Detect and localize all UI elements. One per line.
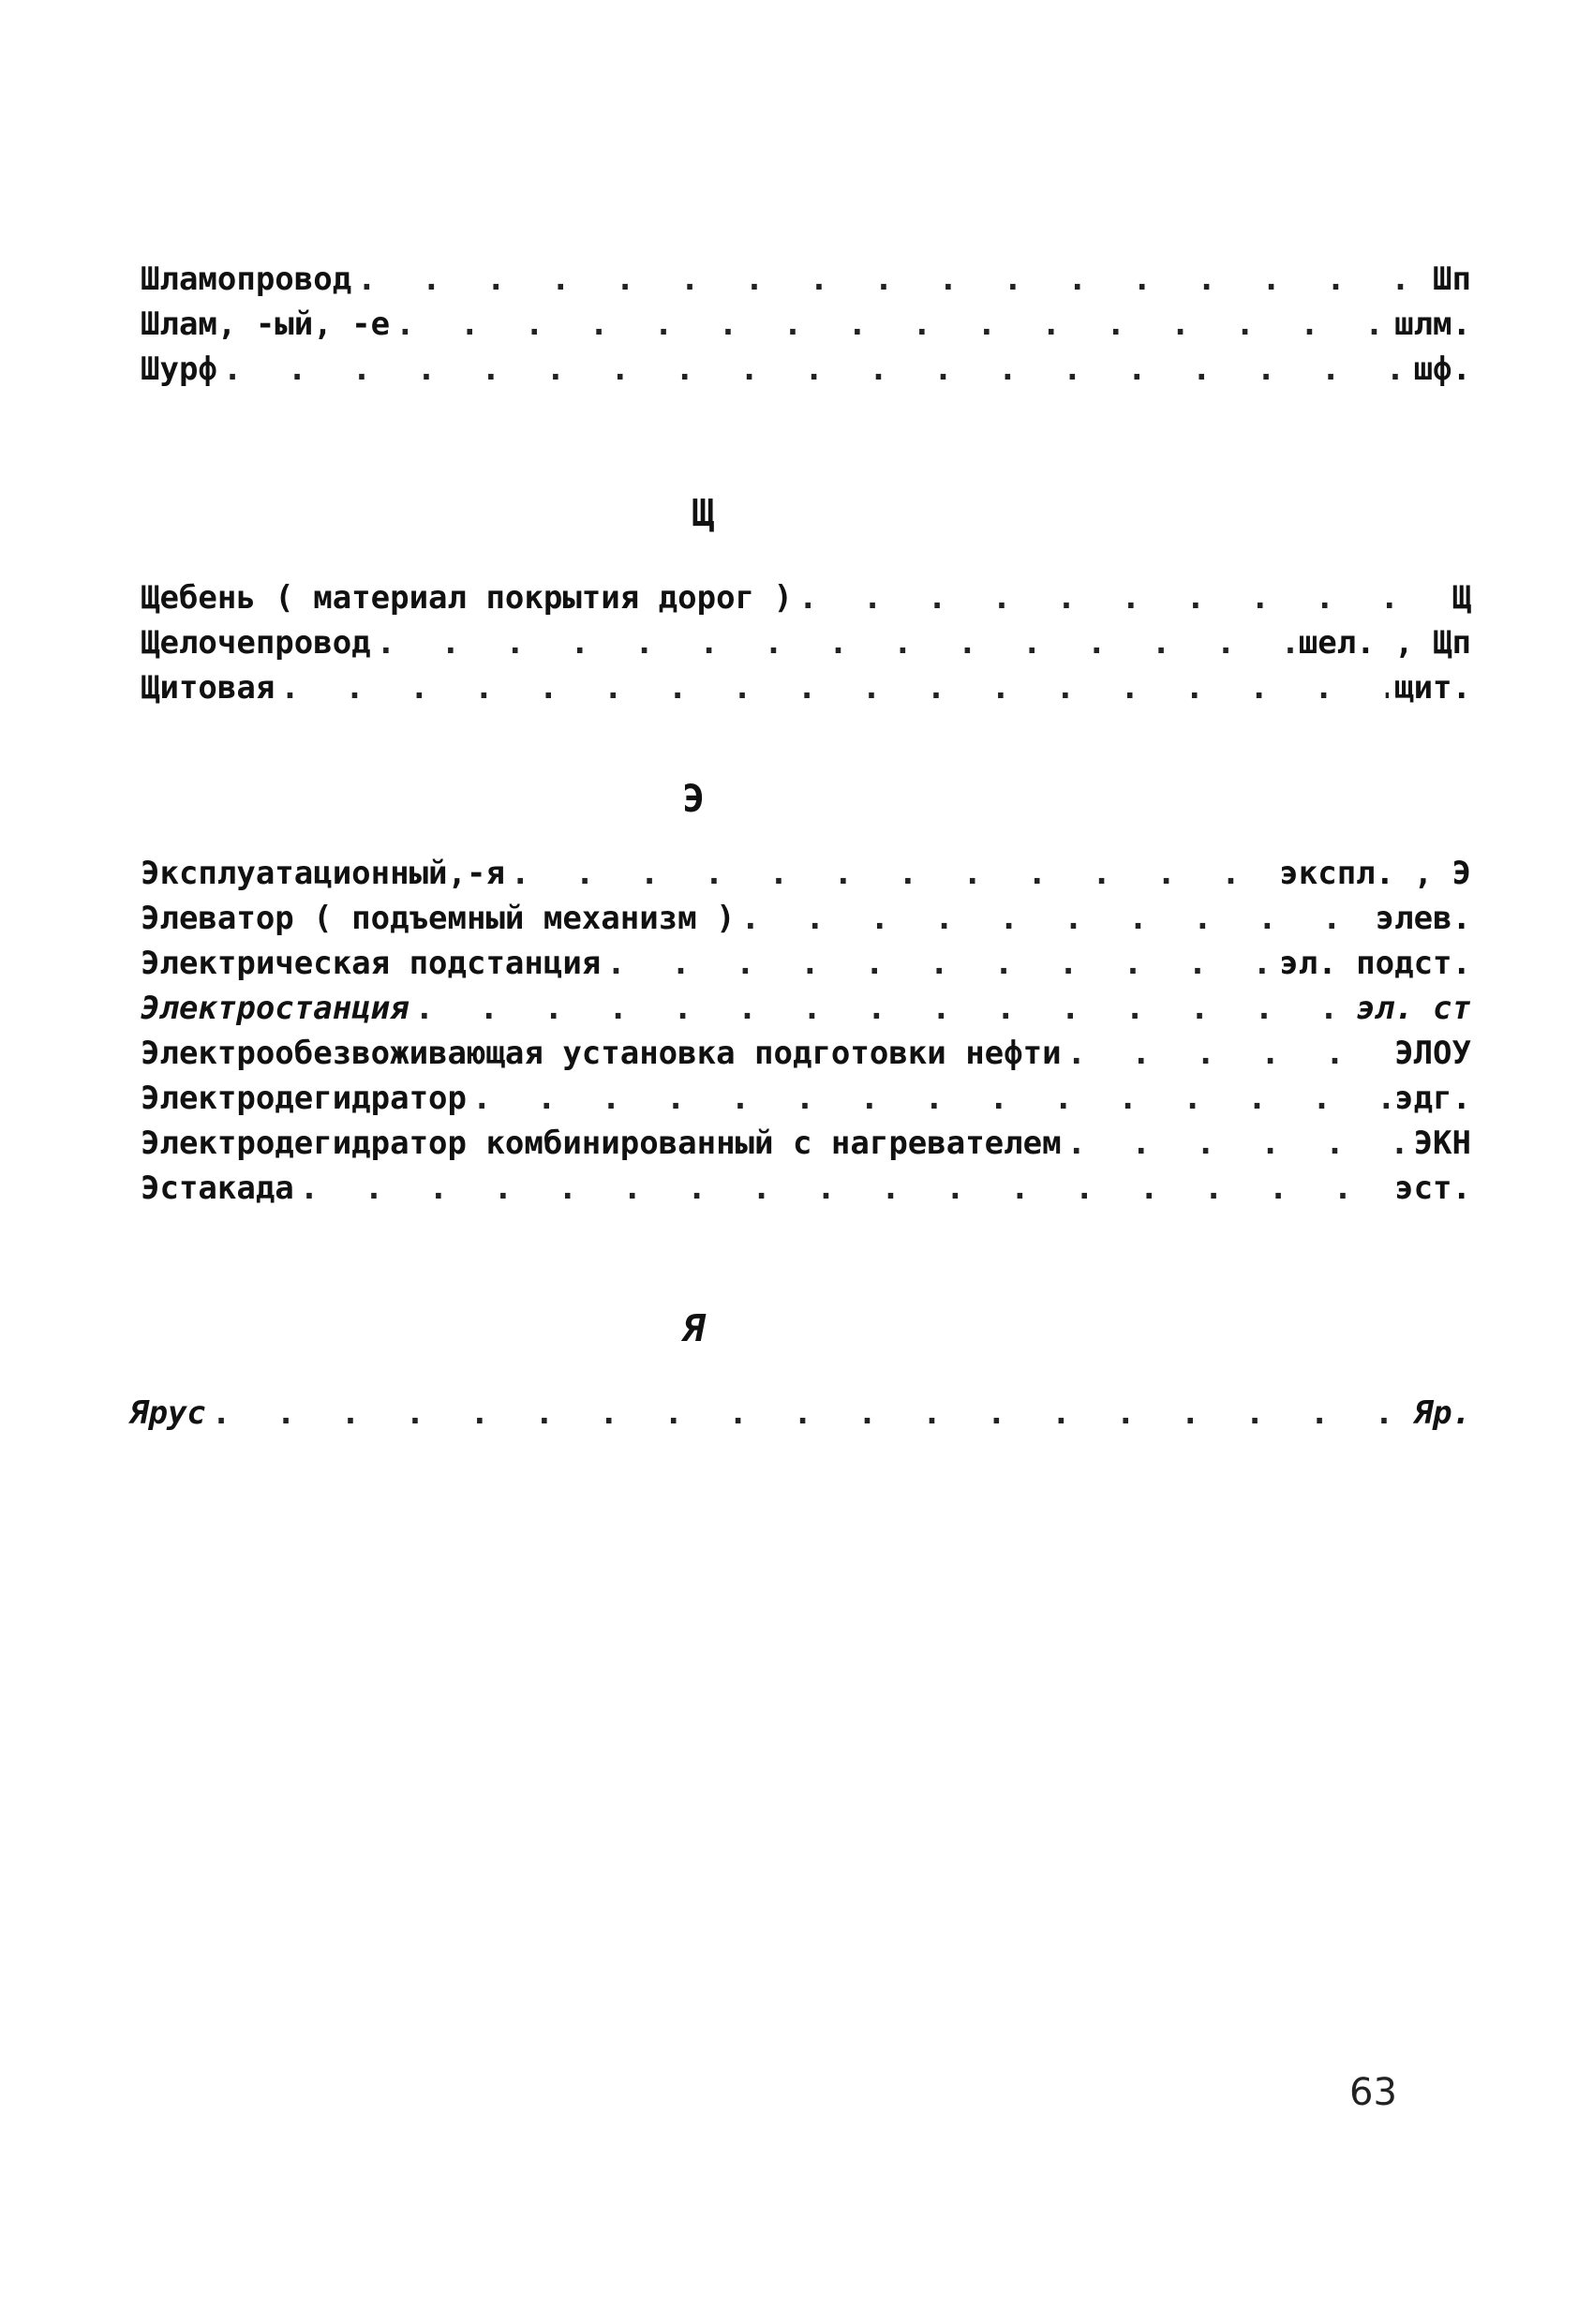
leader-dots	[1067, 1035, 1390, 1072]
entry-term: Шлам, -ый, -е	[141, 305, 391, 343]
entry-abbreviation: ЭКН	[1413, 1125, 1471, 1162]
entry-row	[141, 1035, 1471, 1080]
entry-term: Щебень ( материал покрытия дорог )	[141, 579, 793, 617]
entry-abbreviation: эдг.	[1394, 1080, 1471, 1117]
entry-term: Щитовая	[141, 669, 275, 707]
entry-row	[141, 900, 1471, 945]
entry-row	[141, 350, 1471, 395]
entry-row	[141, 261, 1471, 305]
leader-dots	[415, 990, 1351, 1027]
entry-abbreviation: элев.	[1375, 900, 1471, 937]
entry-abbreviation: Щ	[1452, 579, 1471, 617]
entry-term: Ярус	[129, 1394, 206, 1432]
entry-term: Эстакада	[141, 1169, 294, 1207]
entry-abbreviation: шел. , Щп	[1298, 624, 1471, 662]
entry-abbreviation: эл. подст.	[1279, 945, 1471, 982]
entry-abbreviation: эл. ст	[1356, 990, 1471, 1027]
entry-abbreviation: шф.	[1413, 350, 1471, 388]
leader-dots	[511, 855, 1273, 892]
entry-row	[129, 1394, 1471, 1439]
entry-term: Эксплуатационный,-я	[141, 855, 505, 892]
leader-dots	[377, 624, 1293, 662]
entry-term: Щелочепровод	[141, 624, 371, 662]
leader-dots	[357, 261, 1427, 298]
leader-dots	[300, 1169, 1389, 1207]
entry-abbreviation: Шп	[1433, 261, 1471, 298]
entry-term: Электрическая подстанция	[141, 945, 602, 982]
section-ya	[129, 1394, 1471, 1439]
entry-abbreviation: ЭЛОУ	[1394, 1035, 1471, 1072]
leader-dots	[472, 1080, 1389, 1117]
entry-row	[141, 1125, 1471, 1169]
entry-abbreviation: щит.	[1394, 669, 1471, 707]
entry-row	[141, 305, 1471, 350]
entry-row	[141, 945, 1471, 990]
section-shch	[141, 579, 1471, 714]
section-sh	[141, 261, 1471, 395]
leader-dots	[223, 350, 1408, 388]
entry-row	[141, 990, 1471, 1035]
entry-term: Шурф	[141, 350, 217, 388]
leader-dots	[395, 305, 1389, 343]
entry-term: Электродегидратор	[141, 1080, 467, 1117]
entry-abbreviation: эст.	[1394, 1169, 1471, 1207]
page-number: 63	[1349, 2071, 1397, 2114]
entry-row	[141, 1080, 1471, 1125]
entry-term: Электростанция	[141, 990, 409, 1027]
section-letter-shch: Щ	[691, 492, 715, 535]
section-letter-ya: Я	[681, 1307, 706, 1350]
leader-dots	[798, 579, 1447, 617]
leader-dots	[1067, 1125, 1408, 1162]
leader-dots	[606, 945, 1273, 982]
entry-term: Электрообезвоживающая установка подготовки нефти	[141, 1035, 1062, 1072]
entry-abbreviation: шлм.	[1394, 305, 1471, 343]
entry-abbreviation: экспл. , Э	[1279, 855, 1471, 892]
section-letter-e: Э	[681, 778, 706, 821]
leader-dots	[212, 1394, 1408, 1432]
section-e	[141, 855, 1471, 1214]
entry-row	[141, 1169, 1471, 1214]
entry-row	[141, 855, 1471, 900]
entry-row	[141, 669, 1471, 714]
entry-row	[141, 624, 1471, 669]
entry-term: Элеватор ( подъемный механизм )	[141, 900, 736, 937]
leader-dots	[280, 669, 1389, 707]
entry-abbreviation: Яр.	[1413, 1394, 1471, 1432]
entry-term: Шламопровод	[141, 261, 352, 298]
leader-dots	[741, 900, 1370, 937]
entry-row	[141, 579, 1471, 624]
entry-term: Электродегидратор комбинированный с нагревателем	[141, 1125, 1062, 1162]
